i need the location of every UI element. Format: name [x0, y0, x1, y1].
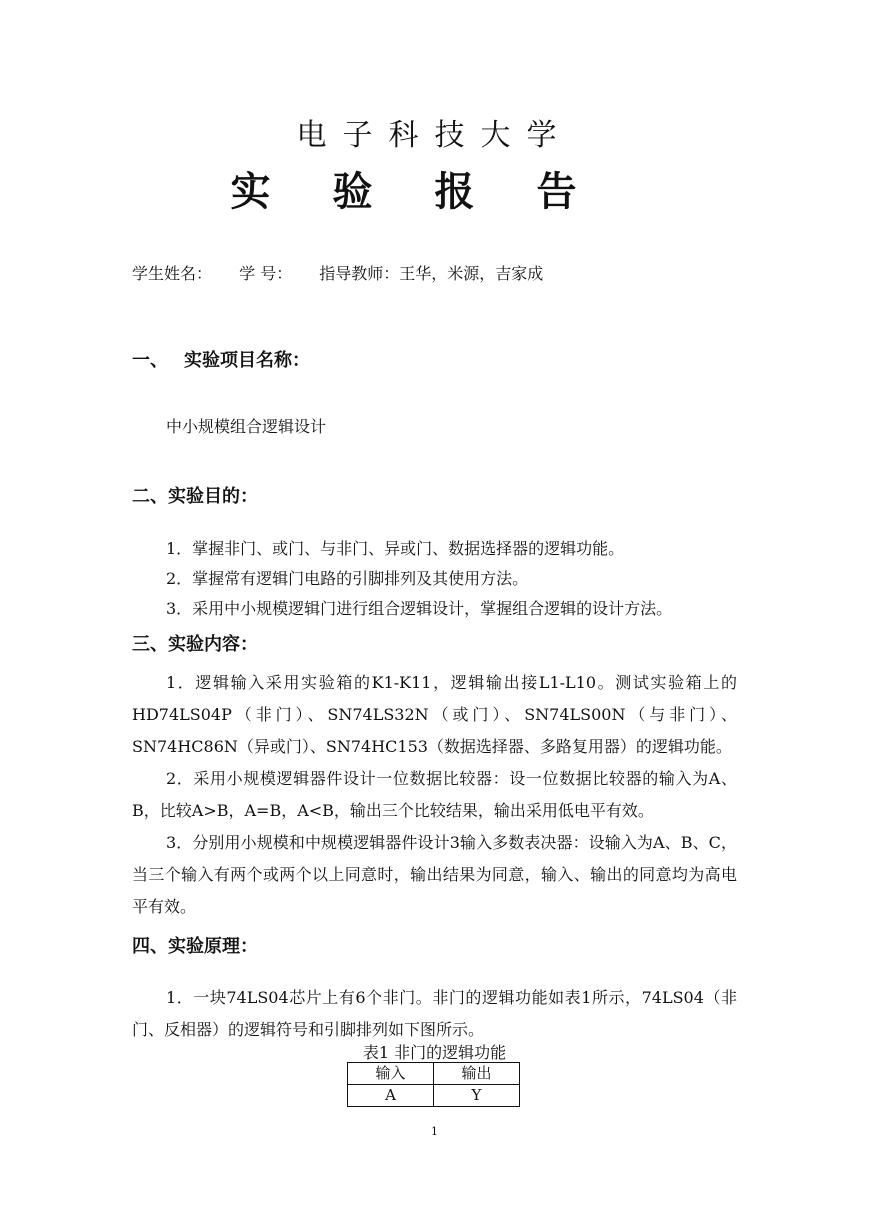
section-4-number: 四、 [132, 936, 168, 957]
section-2-number: 二、 [132, 486, 168, 507]
table-cell: A [348, 1085, 434, 1107]
table-header-cell: 输出 [434, 1063, 520, 1085]
section-1-heading [132, 346, 310, 372]
objective-item: 3．采用中小规模逻辑门进行组合逻辑设计，掌握组合逻辑的设计方法。 [166, 599, 673, 618]
objective-item: 2．掌握常有逻辑门电路的引脚排列及其使用方法。 [166, 569, 529, 588]
objective-item: 1．掌握非门、或门、与非门、异或门、数据选择器的逻辑功能。 [166, 539, 625, 558]
student-id-label: 学 号： [239, 264, 293, 283]
section-1-body: 中小规模组合逻辑设计 [166, 417, 327, 436]
content-paragraph: 3．分别用小规模和中规模逻辑器件设计3输入多数表决器：设输入为A、B、C，当三个输入有两个或两个以上同意时，输出结果为同意，输入、输出的同意均为高电平有效。 [132, 833, 737, 916]
table-row [348, 1085, 520, 1107]
university-title: 电子科技大学 [296, 118, 573, 153]
table-header-row [348, 1063, 520, 1085]
section-3-title: 实验内容： [168, 634, 258, 655]
section-2-title: 实验目的： [168, 486, 258, 507]
teacher-info: 指导教师：王华，米源，吉家成 [319, 264, 544, 283]
report-title: 实验报告 [230, 169, 639, 215]
section-1-title: 实验项目名称： [184, 350, 310, 371]
section-3-number: 三、 [132, 634, 168, 655]
table-header-cell: 输入 [348, 1063, 434, 1085]
section-1-number: 一、 [132, 350, 168, 371]
page-number: 1 [431, 1125, 438, 1138]
student-info-line [132, 261, 543, 284]
student-name-label: 学生姓名： [132, 264, 213, 283]
section-3-heading [132, 630, 258, 656]
content-paragraph: 2．采用小规模逻辑器件设计一位数据比较器：设一位数据比较器的输入为A、B，比较A>B，A=B，A<B，输出三个比较结果，输出采用低电平有效。 [132, 769, 737, 820]
principle-paragraph: 1．一块74LS04芯片上有6个非门。非门的逻辑功能如表1所示，74LS04（非门、反相器）的逻辑符号和引脚排列如下图所示。 [132, 988, 737, 1039]
table-cell: Y [434, 1085, 520, 1107]
table-caption: 表1 非门的逻辑功能 [362, 1043, 507, 1062]
section-2-heading [132, 482, 258, 508]
section-4-heading [132, 932, 258, 958]
content-paragraph: 1．逻辑输入采用实验箱的K1-K11，逻辑输出接L1-L10。测试实验箱上的HD74LS04P（非门）、SN74LS32N（或门）、SN74LS00N（与非门）、SN74HC86N（异或门）、SN74HC153（数据选择器、多路复用器）的逻辑功能。 [132, 673, 737, 756]
section-4-title: 实验原理： [168, 936, 258, 957]
truth-table [347, 1062, 520, 1107]
